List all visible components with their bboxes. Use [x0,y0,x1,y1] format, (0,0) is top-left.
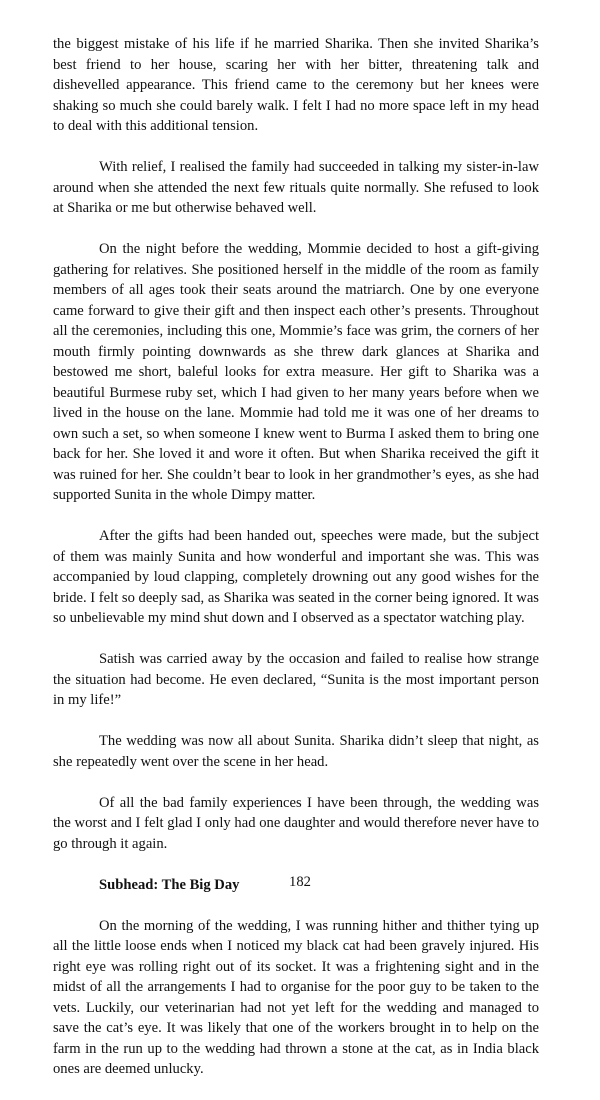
page-body [53,34,539,1100]
paragraph: On the morning of the wedding, I was running hither and thither tying up all the little loose ends when I noticed my black cat had been gravely injured. His right eye was rolling right out of its socket. It was a frightening sight and in the midst of all the arrangements I had to organise for the poor guy to be taken to the vets. Luckily, our veterinarian had not yet left for the wedding and managed to save the cat’s eye. It was likely that one of the workers brought in to help on the farm in the run up to the wedding had thrown a stone at the cat, as in India black ones are deemed unlucky. [53,917,539,1077]
paragraph: The wedding was now all about Sunita. Sharika didn’t sleep that night, as she repeatedly went over the scene in her head. [53,733,539,770]
page-number: 182 [289,874,311,890]
section-subhead: Subhead: The Big Day [99,876,240,893]
paragraph: Of all the bad family experiences I have been through, the wedding was the worst and I felt glad I only had one daughter and would therefore never have to go through it again. [53,794,539,852]
paragraph: Satish was carried away by the occasion and failed to realise how strange the situation had become. He even declared, “Sunita is the most important person in my life!” [53,651,539,708]
paragraph: With relief, I realised the family had succeeded in talking my sister-in-law around when she attended the next few rituals quite normally. She refused to look at Sharika or me but otherwise behaved well. [53,159,539,216]
paragraph: On the night before the wedding, Mommie decided to host a gift-giving gathering for relatives. She positioned herself in the middle of the room as family members of all ages took their seats around the matriarch. One by one everyone came forward to give their gift and then inspect each other’s presents. Throughout all the ceremonies, including this one, Mommie’s face was grim, the corners of her mouth firmly pointing downwards as she threw dark glances at Sharika and bestowed me short, baleful looks for extra measure. Her gift to Sharika was a beautiful Burmese ruby set, which I had given to her many years before when we lived in the house on the lane. Mommie had told me it was one of her dreams to own such a set, so when someone I knew went to Burma I asked them to bring one back for her. She loved it and wore it often. But when Sharika received the gift it was ruined for her. She couldn’t bear to look in her grandmother’s eyes, as she had supported Sunita in the whole Dimpy matter. [53,241,539,503]
paragraph: After the gifts had been handed out, speeches were made, but the subject of them was mainly Sunita and how wonderful and important she was. This was accompanied by loud clapping, completely drowning out any good wishes for the bride. I felt so deeply sad, as Sharika was seated in the corner being ignored. It was so unbelievable my mind shut down and I observed as a spectator watching play. [53,528,539,626]
paragraph: the biggest mistake of his life if he married Sharika. Then she invited Sharika’s best friend to her house, scaring her with her bitter, threatening talk and dishevelled appearance. This friend came to the ceremony but her knees were shaking so much she could barely walk. I felt I had no more space left in my head to deal with this additional tension. [53,36,539,134]
